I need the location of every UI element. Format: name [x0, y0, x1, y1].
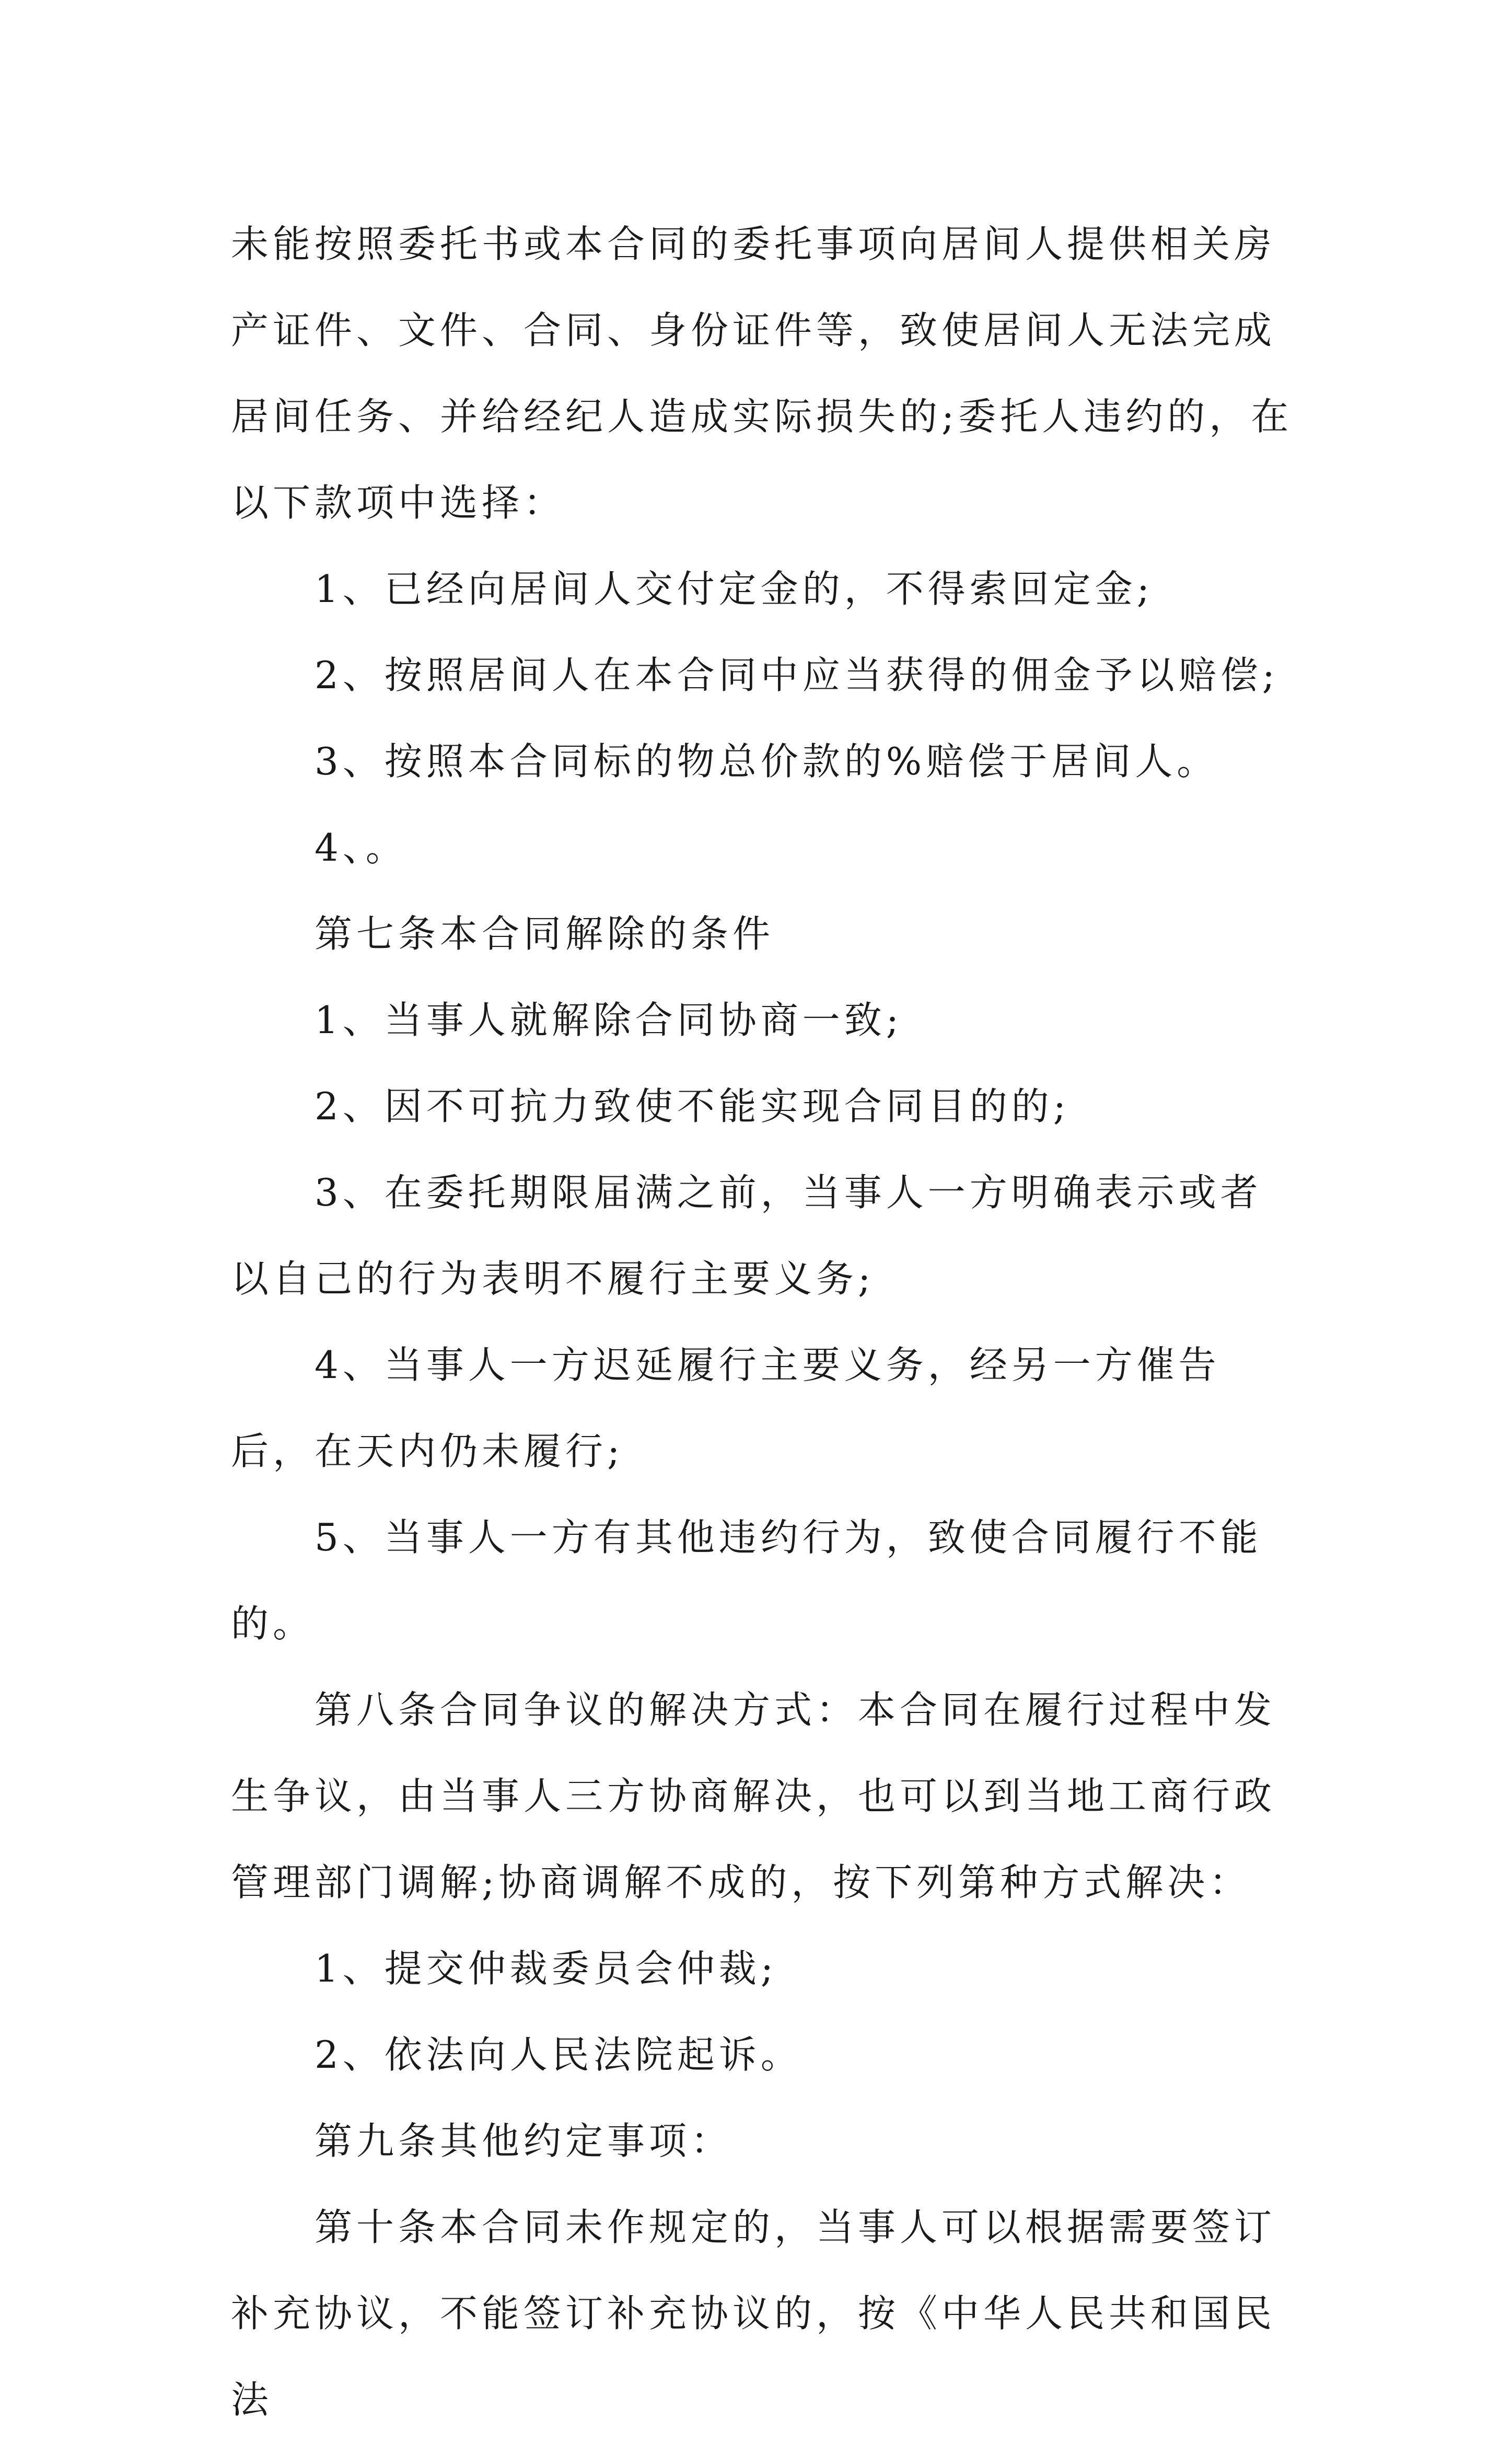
- paragraph-1: 未能按照委托书或本合同的委托事项向居间人提供相关房产证件、文件、合同、身份证件等，致使居间人无法完成居间任务、并给经纪人造成实际损失的;委托人违约的，在以下款项中选择：: [231, 222, 1293, 525]
- paragraph-11: 5、当事人一方有其他违约行为，致使合同履行不能的。: [231, 1515, 1262, 1646]
- paragraph-4: 3、按照本合同标的物总价款的%赔偿于居间人。: [315, 739, 1219, 783]
- paragraph-5: 4、。: [315, 826, 408, 870]
- section-article-8: 第八条合同争议的解决方式：本合同在履行过程中发生争议，由当事人三方协商解决，也可以到当地工商行政管理部门调解;协商调解不成的，按下列第种方式解决：: [231, 1688, 1276, 1904]
- section-heading-article-9: 第九条其他约定事项：: [315, 2119, 733, 2163]
- paragraph-10: 4、当事人一方迟延履行主要义务，经另一方催告后，在天内仍未履行;: [231, 1343, 1220, 1473]
- section-heading-article-7: 第七条本合同解除的条件: [315, 912, 775, 956]
- paragraph-13: 1、提交仲裁委员会仲裁;: [315, 1947, 778, 1990]
- document-body: [231, 201, 1297, 2443]
- paragraph-8: 2、因不可抗力致使不能实现合同目的的;: [315, 1084, 1071, 1128]
- paragraph-3: 2、按照居间人在本合同中应当获得的佣金予以赔偿;: [315, 653, 1280, 697]
- section-article-10: 第十条本合同未作规定的，当事人可以根据需要签订补充协议，不能签订补充协议的，按《中华人民共和国民法: [231, 2205, 1276, 2422]
- paragraph-2: 1、已经向居间人交付定金的，不得索回定金;: [315, 567, 1154, 611]
- paragraph-7: 1、当事人就解除合同协商一致;: [315, 998, 903, 1042]
- paragraph-14: 2、依法向人民法院起诉。: [315, 2033, 802, 2077]
- paragraph-9: 3、在委托期限届满之前，当事人一方明确表示或者以自己的行为表明不履行主要义务;: [231, 1171, 1262, 1301]
